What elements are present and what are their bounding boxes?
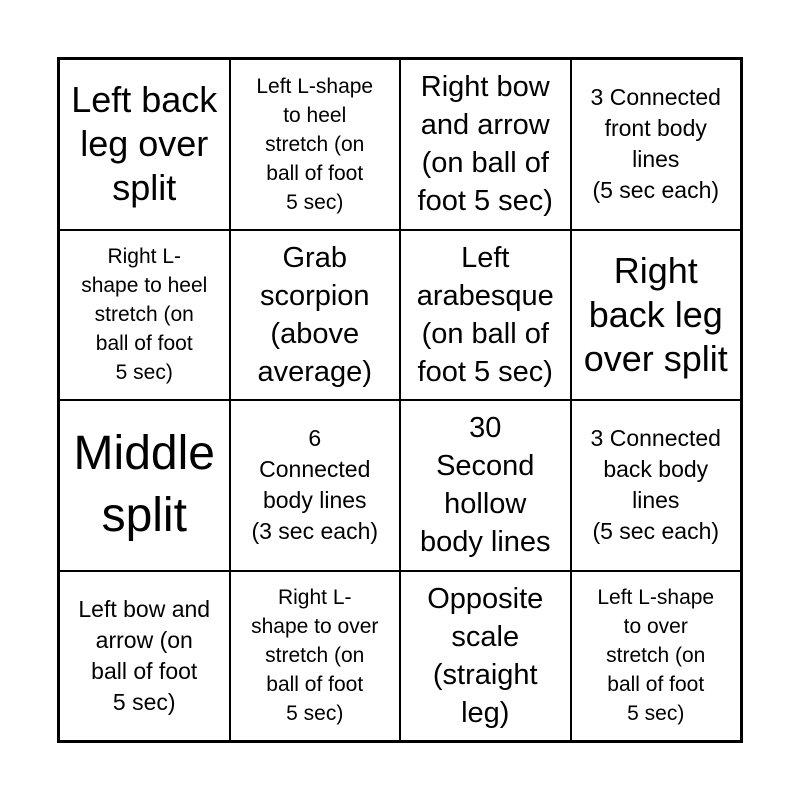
bingo-cell[interactable] [400,59,571,230]
bingo-cell[interactable] [230,571,401,742]
cell-text: Left back leg over split [71,79,218,209]
bingo-cell[interactable] [59,571,230,742]
cell-text: 3 Connected back body lines (5 sec each) [590,425,721,545]
bingo-cell[interactable] [400,571,571,742]
bingo-board [57,57,743,743]
cell-text: Right back leg over split [583,249,728,379]
cell-text: 6 Connected body lines (3 sec each) [251,425,379,545]
cell-text: Grab scorpion (above average) [257,241,372,388]
bingo-cell[interactable] [59,230,230,401]
bingo-cell[interactable] [230,230,401,401]
cell-text: 30 Second hollow body lines [419,412,551,559]
cell-text: 3 Connected front body lines (5 sec each) [590,84,721,204]
bingo-cell[interactable] [571,230,742,401]
bingo-cell[interactable] [571,59,742,230]
cell-text: Middle split [73,427,215,543]
bingo-cell[interactable] [571,571,742,742]
cell-text: Right L- shape to heel stretch (on ball of foot 5 sec) [81,245,208,385]
bingo-cell[interactable] [59,59,230,230]
cell-text: Left bow and arrow (on ball of foot 5 sec) [78,595,211,715]
bingo-cell[interactable] [400,230,571,401]
cell-text: Left L-shape to heel stretch (on ball of foot 5 sec) [256,74,374,214]
cell-text: Right bow and arrow (on ball of foot 5 sec) [417,71,553,218]
cell-text: Left L-shape to over stretch (on ball of foot 5 sec) [597,586,715,726]
cell-text: Opposite scale (straight leg) [427,582,544,729]
bingo-cell[interactable] [571,400,742,571]
bingo-cell[interactable] [230,59,401,230]
bingo-cell[interactable] [59,400,230,571]
bingo-cell[interactable] [230,400,401,571]
cell-text: Left arabesque (on ball of foot 5 sec) [416,241,554,388]
bingo-cell[interactable] [400,400,571,571]
cell-text: Right L- shape to over stretch (on ball of foot 5 sec) [251,586,379,726]
